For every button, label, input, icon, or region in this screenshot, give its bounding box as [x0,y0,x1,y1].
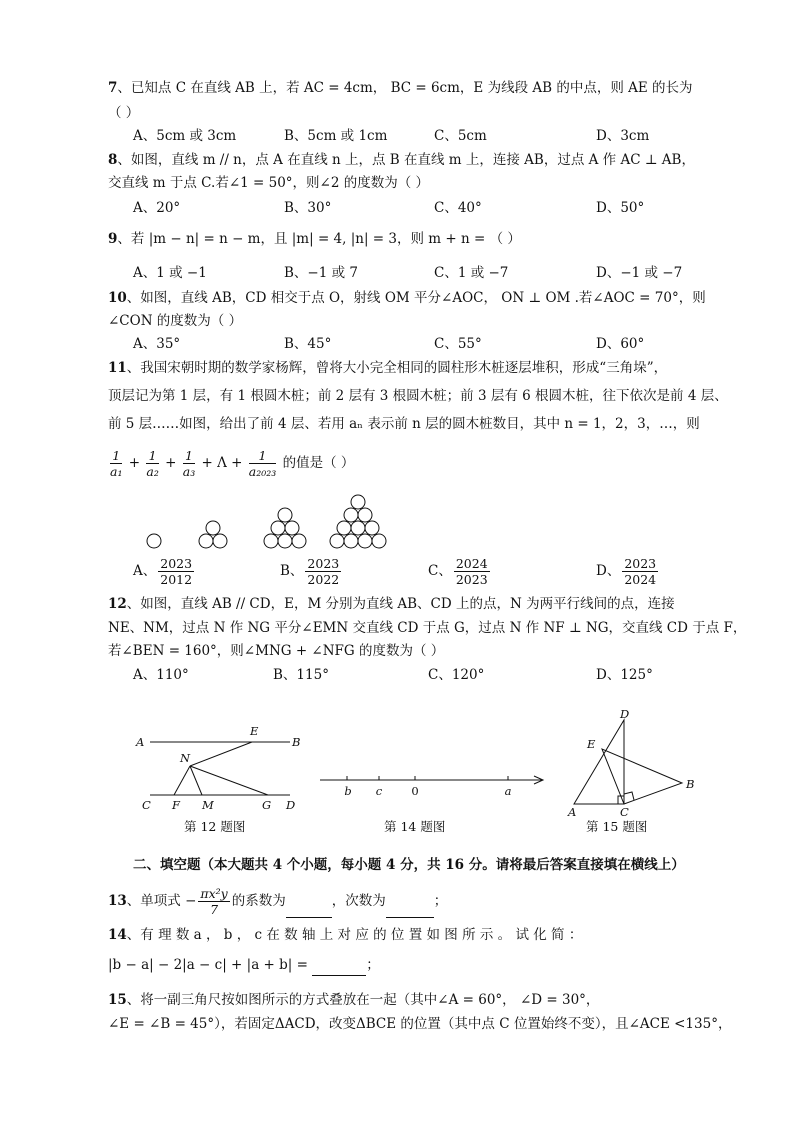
q11-option-b: B、 $\frac{2023}{2022}$ [280,556,340,587]
q12-option-c: C、120° [428,667,485,683]
q12-option-a: A、110° [133,667,189,683]
q11-text-1: 、我国宋朝时期的数学家杨辉，曾将大小完全相同的圆柱形木桩逐层堆积，形成“三角垛”， [126,360,668,376]
q7-number: 7 [108,80,118,96]
triangle-bce [602,749,682,804]
label-zero: 0 [411,784,419,798]
label-b: B [292,735,300,749]
q11-term-3: $\frac{1}{\text{a₃}}$ [182,448,196,479]
q13-degree-blank[interactable] [386,885,434,918]
q10-stem [108,288,706,308]
stack-4 [330,495,386,548]
q14-line-2: |b − a| − 2|a − c| + |a + b| = ； [108,955,380,976]
q9-stem [108,229,521,249]
label-b: B [686,777,695,791]
stack-1-circle [147,534,161,548]
stack-2 [199,521,227,548]
q15-line-1 [108,990,599,1010]
q7-option-b: B、5cm 或 1cm [284,128,388,144]
q11-line-3: 前 5 层……如图，给出了前 4 层、若用 aₙ 表示前 n 层的圆木桩数目，其中 n = 1，2，3，…，则 [108,416,700,432]
q13-pre: 、单项式 − [126,893,197,909]
label-c: c [375,784,383,798]
q11-number: 11 [108,360,127,376]
right-angle-mark-2 [624,792,634,800]
q11-term-2: $\frac{1}{\text{a₂}}$ [146,448,159,479]
fig15-triangle-diagram [562,706,712,818]
q11-ellipsis: Λ [217,455,227,471]
label-c: C [142,798,151,812]
q8-option-a: A、20° [133,200,181,216]
segment-ng [190,766,268,795]
label-d: D [286,798,296,812]
fig12-caption: 第 12 题图 [184,819,246,834]
q10-option-d: D、60° [596,336,645,352]
q14-answer-blank[interactable] [312,955,366,976]
q7-option-c: C、5cm [434,128,487,144]
q11-expr-tail: 的值是（ ） [282,455,355,471]
q10-text-2: ∠CON 的度数为（ ） [108,313,243,329]
q10-option-a: A、35° [133,336,181,352]
q12-line-1 [108,594,675,614]
q10-option-c: C、55° [434,336,482,352]
q11-line-2: 顶层记为第 1 层，有 1 根圆木桩；前 2 层有 3 根圆木桩；前 3 层有 6 根圆木桩，往下依次是前 4 层、 [108,388,728,404]
q8-number: 8 [108,152,118,168]
q12-option-b: B、115° [273,667,329,683]
q11-option-d: D、 $\frac{2023}{2024}$ [596,556,657,587]
q10-number: 10 [108,290,127,306]
q8-option-d: D、50° [596,200,645,216]
q10-text: 、如图，直线 AB，CD 相交于点 O，射线 OM 平分∠AOC， ON ⊥ OM .若∠AOC = 70°，则 [126,290,706,306]
q13-line: 13、单项式 − $\frac{\text{πx²y}}{7}$ 的系数为 ，次数为 ； [108,886,448,917]
q12-option-d: D、125° [596,667,653,683]
triangle-acd [574,720,624,804]
q12-line-2: NE、NM，过点 N 作 NG 平分∠EMN 交直线 CD 于点 G，过点 N 作 NF ⊥ NG，交直线 CD 于点 F， [108,620,747,636]
q14-number: 14 [108,927,127,943]
q14-expression: |b − a| − 2|a − c| + |a + b| = [108,957,308,973]
q15-text-1: 、将一副三角尺按如图所示的方式叠放在一起（其中∠A = 60°， ∠D = 30°， [126,992,600,1008]
q7-option-a: A、5cm 或 3cm [133,128,237,144]
q8-text: 、如图，直线 m // n，点 A 在直线 n 上，点 B 在直线 m 上，连接 AB，过点 A 作 AC ⊥ AB， [117,152,695,168]
q9-option-b: B、−1 或 7 [284,265,358,281]
label-d: D [620,707,630,721]
label-a: a [504,784,512,798]
q12-number: 12 [108,596,127,612]
q12-text-1: 、如图，直线 AB // CD，E，M 分别为直线 AB、CD 上的点，N 为两平行线间的点，连接 [126,596,675,612]
q13-coef-blank[interactable] [286,885,332,918]
q13-number: 13 [108,893,127,909]
fig12-diagram [130,720,300,815]
label-e: E [587,737,596,751]
label-b: b [344,784,352,798]
q9-option-a: A、1 或 −1 [133,265,207,281]
q14-text: 、有 理 数 a ， b ， c 在 数 轴 上 对 应 的 位 置 如 图 所 示 。 试 化 简 ： [126,927,583,943]
label-m: M [202,798,214,812]
q11-term-last: $\frac{1}{\text{a₂₀₂₃}}$ [248,448,277,479]
q7-text: 、已知点 C 在直线 AB 上，若 AC = 4cm， BC = 6cm，E 为线段 AB 的中点，则 AE 的长为 [117,80,693,96]
stack-3 [264,508,306,548]
section-2-title: 二、填空题（本大题共 4 个小题，每小题 4 分，共 16 分。请将最后答案直接填在横线上） [133,857,685,873]
q9-text: 、若 |m − n| = n − m，且 |m| = 4, |n| = 3，则 m + n = （ ） [117,231,521,247]
q9-option-c: C、1 或 −7 [434,265,509,281]
q11-term-1: $\frac{1}{\text{a₁}}$ [110,448,123,479]
q7-paren: （ ） [108,105,140,121]
q11-sum-expression: $\frac{1}{\text{a₁}}$ + $\frac{1}{\text{a₂}}$ + $\frac{1}{\text{a₃}}$ + Λ + $\frac{1}{\text{a₂₀₂₃}}$ 的值是（ ） [110,448,355,479]
q10-option-b: B、45° [284,336,332,352]
q15-line-2: ∠E = ∠B = 45°），若固定ΔACD，改变ΔBCE 的位置（其中点 C 位置始终不变），且∠ACE <135°， [108,1016,732,1032]
segment-en [190,742,252,766]
q8-option-b: B、30° [284,200,332,216]
q8-option-c: C、40° [434,200,482,216]
q7-stem [108,78,693,98]
q8-text-2: 交直线 m 于点 C.若∠1 = 50°，则∠2 的度数为（ ） [108,175,430,191]
q11-option-a: A、 $\frac{2023}{2012}$ [133,556,193,587]
label-e: E [250,724,259,738]
fig14-number-line [318,770,550,800]
q15-number: 15 [108,992,127,1008]
q9-number: 9 [108,231,118,247]
q7-option-d: D、3cm [596,128,650,144]
segment-nm [190,766,202,795]
label-c: C [620,805,629,818]
q13-fraction: $\frac{\text{πx²y}}{7}$ [200,886,228,917]
label-g: G [262,798,272,812]
q11-log-stack-figure [140,492,400,554]
fig14-caption: 第 14 题图 [384,819,446,834]
q8-stem [108,150,695,170]
q13-coef-label: 的系数为 [231,893,286,909]
q13-degree-label: ，次数为 [331,893,386,909]
q12-line-3: 若∠BEN = 160°，则∠MNG + ∠NFG 的度数为（ ） [108,643,445,659]
label-f: F [172,798,180,812]
label-a: A [568,805,577,818]
label-n: N [180,751,191,765]
q11-option-c: C、 $\frac{2024}{2023}$ [428,556,488,587]
q14-line-1 [108,925,582,945]
q9-option-d: D、−1 或 −7 [596,265,683,281]
segment-nf [174,766,190,795]
label-a: A [136,735,145,749]
q11-line-1 [108,358,667,378]
fig15-caption: 第 15 题图 [586,819,648,834]
